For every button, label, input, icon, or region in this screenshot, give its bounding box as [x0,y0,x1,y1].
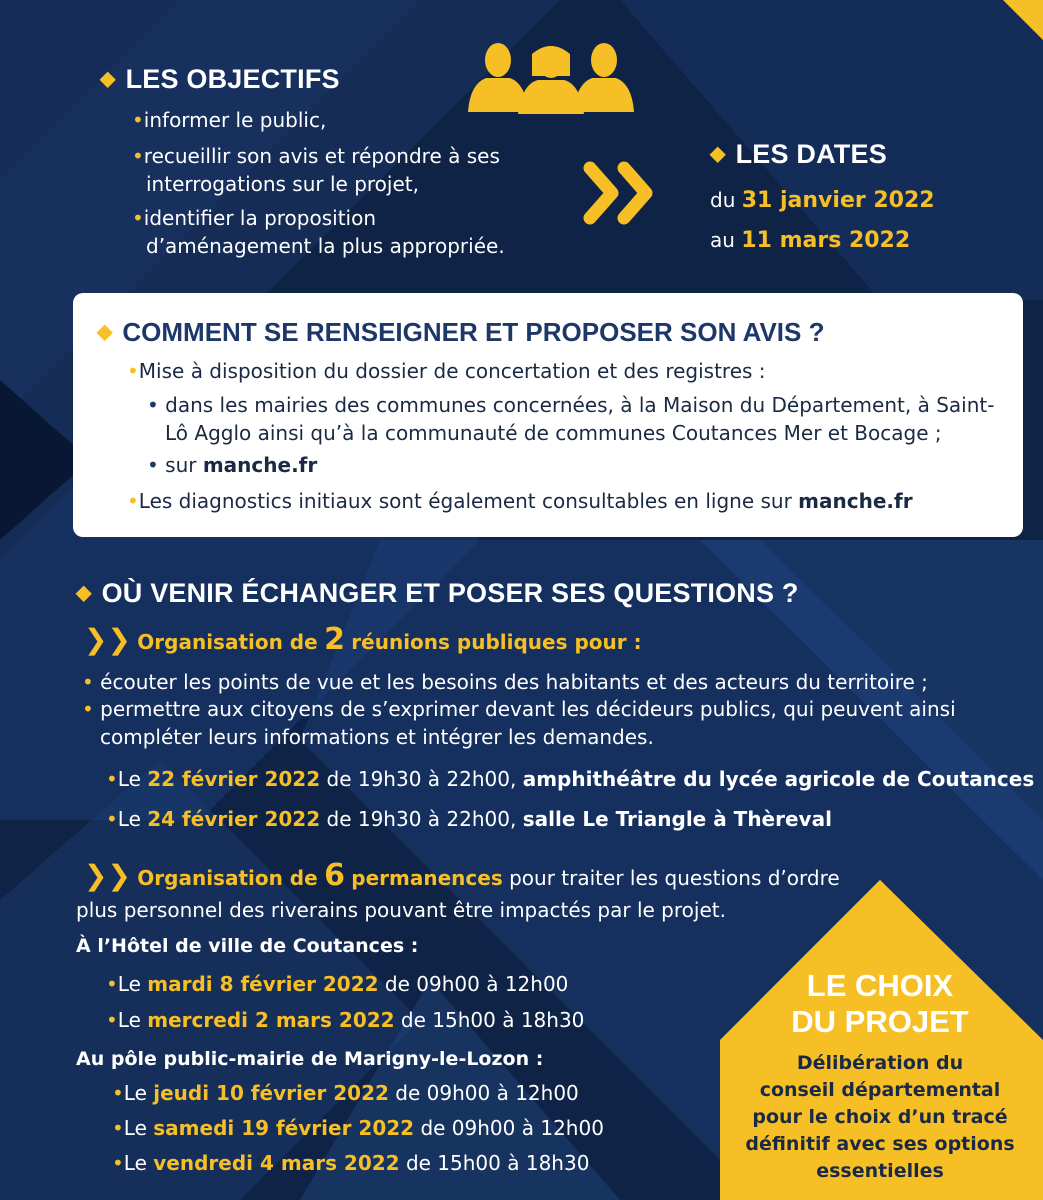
info-card [73,293,1023,537]
diamond-icon: ◆ [100,68,116,90]
objectives-title: ◆ LES OBJECTIFS [100,64,340,94]
list-item: •recueillir son avis et répondre à ses [132,144,500,168]
chevron-right-icon: ❯❯ [84,859,131,892]
permanences-text: plus personnel des riverains pouvant être impactés par le projet. [76,898,726,922]
permanence-item: •Le jeudi 10 février 2022 de 09h00 à 12h00 [112,1081,579,1105]
meeting-item: •Le 22 février 2022 de 19h30 à 22h00, amphithéâtre du lycée agricole de Coutances [106,767,1035,791]
dates-from: du 31 janvier 2022 [710,188,935,213]
diamond-icon: ◆ [97,321,113,343]
list-item: •informer le public, [132,108,327,132]
people-icon [466,40,636,115]
objectives-list [132,106,552,260]
list-item: d’aménagement la plus appropriée. [146,234,505,258]
meeting-item: •Le 24 février 2022 de 19h30 à 22h00, salle Le Triangle à Thèreval [106,807,832,831]
chevron-right-icon [582,160,660,226]
meetings-heading: ❯❯ Organisation de 2 réunions publiques pour : [84,622,642,657]
list-item: • sur manche.fr [147,453,318,477]
info-card-title: ◆ COMMENT SE RENSEIGNER ET PROPOSER SON AVIS ? [97,317,825,347]
manche-link[interactable]: manche.fr [202,453,318,477]
permanence-item: •Le mercredi 2 mars 2022 de 15h00 à 18h30 [106,1008,585,1032]
list-item: • dans les mairies des communes concernées, à la Maison du Département, à Saint- [147,393,995,417]
list-item: • permettre aux citoyens de s’exprimer devant les décideurs publics, qui peuvent ainsi [82,697,956,721]
list-item: compléter leurs informations et intégrer les demandes. [100,725,654,749]
manche-link[interactable]: manche.fr [798,489,913,513]
location-heading: Au pôle public-mairie de Marigny-le-Lozon : [76,1048,544,1070]
permanence-item: •Le vendredi 4 mars 2022 de 15h00 à 18h30 [112,1151,590,1175]
list-item: interrogations sur le projet, [146,172,419,196]
exchange-title: ◆ OÙ VENIR ÉCHANGER ET POSER SES QUESTIONS ? [76,578,799,608]
dates-to: au 11 mars 2022 [710,228,911,253]
permanences-heading: ❯❯ Organisation de 6 permanences pour traiter les questions d’ordre [84,858,840,893]
list-item: •Les diagnostics initiaux sont également consultables en ligne sur manche.fr [127,489,913,513]
list-item: •identifier la proposition [132,206,377,230]
project-choice-badge [740,968,1020,1185]
permanence-item: •Le samedi 19 février 2022 de 09h00 à 12h00 [112,1116,604,1140]
permanence-item: •Le mardi 8 février 2022 de 09h00 à 12h00 [106,972,569,996]
dates-title: ◆ LES DATES [710,139,887,169]
chevron-right-icon: ❯❯ [84,623,131,656]
location-heading: À l’Hôtel de ville de Coutances : [76,935,419,957]
choice-title: LE CHOIX DU PROJET [791,968,969,1039]
list-item: •Mise à disposition du dossier de concertation et des registres : [127,359,766,383]
list-item: • écouter les points de vue et les besoins des habitants et des acteurs du territoire ; [82,670,928,694]
choice-text: Délibération du conseil départemental pour le choix d’un tracé définitif avec ses options essentielles [745,1052,1015,1182]
list-item: Lô Agglo ainsi qu’à la communauté de communes Coutances Mer et Bocage ; [165,421,942,445]
diamond-icon: ◆ [76,582,92,604]
diamond-icon: ◆ [710,143,726,165]
